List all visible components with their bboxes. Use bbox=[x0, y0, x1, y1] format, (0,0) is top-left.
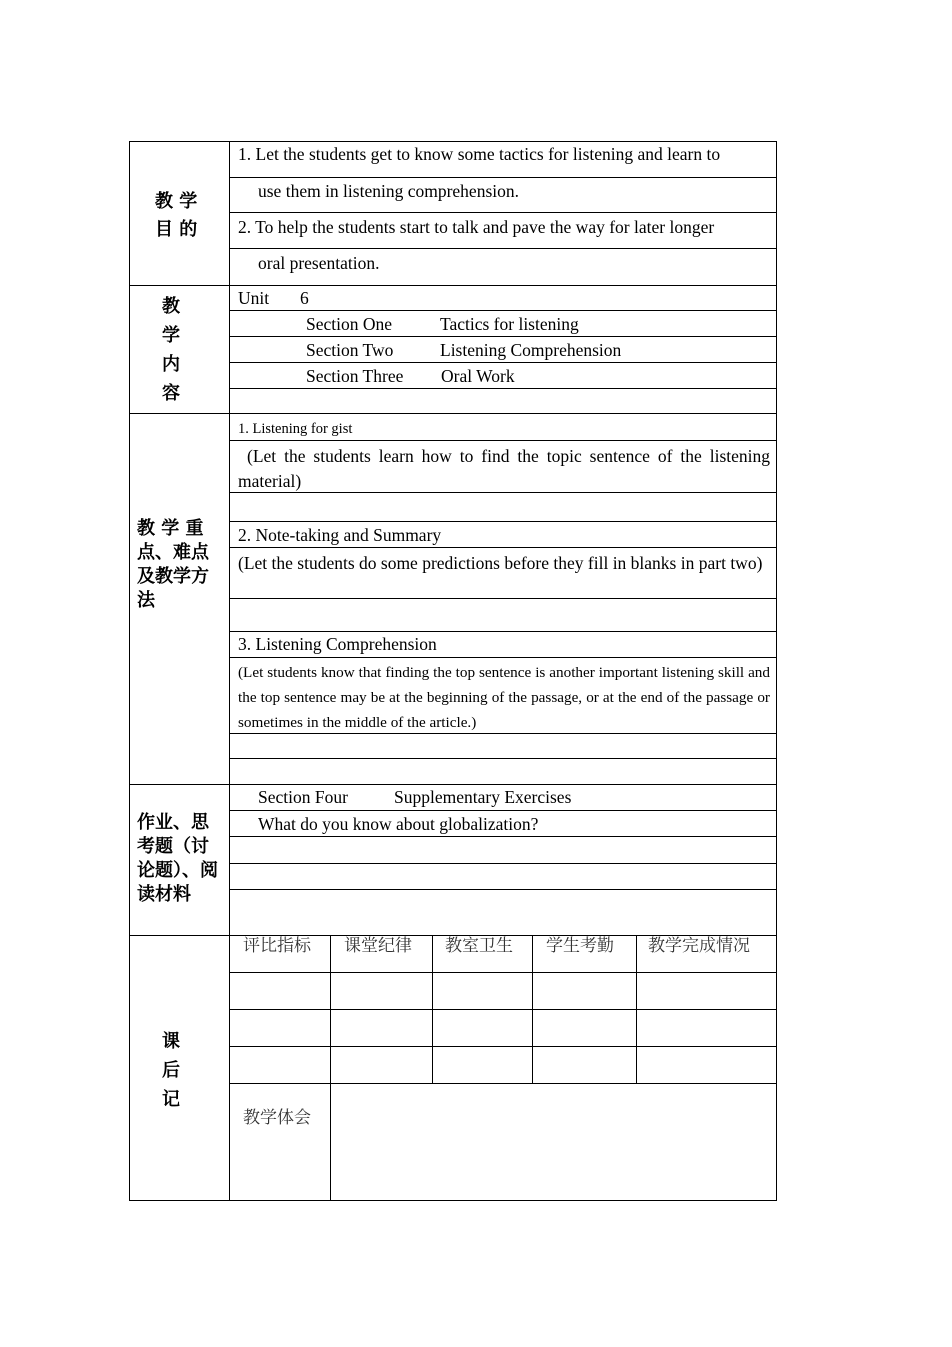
label-column-divider bbox=[229, 141, 230, 1201]
homework-section-topic: Supplementary Exercises bbox=[394, 787, 572, 807]
row-line bbox=[229, 336, 777, 337]
grid-line bbox=[229, 1046, 777, 1047]
unit-number: 6 bbox=[300, 288, 309, 308]
afterclass-label-char: 后 bbox=[162, 1060, 180, 1081]
afterclass-label-char: 记 bbox=[162, 1089, 180, 1110]
content-label bbox=[162, 292, 180, 408]
method-title: 3. Listening Comprehension bbox=[238, 634, 437, 654]
section-name: Section Two bbox=[306, 340, 394, 360]
unit-label: Unit bbox=[238, 288, 270, 308]
evaluation-header: 评比指标 bbox=[243, 936, 311, 956]
grid-line bbox=[432, 935, 433, 1083]
evaluation-header: 教室卫生 bbox=[445, 936, 513, 956]
row-line bbox=[229, 248, 777, 249]
row-line bbox=[229, 521, 777, 522]
method-title: 1. Listening for gist bbox=[238, 421, 353, 437]
homework-label-line: 考题（讨 bbox=[137, 836, 209, 857]
objective-line: 1. Let the students get to know some tactics for listening and learn to bbox=[238, 144, 721, 164]
section-divider bbox=[129, 413, 777, 414]
section-topic: Tactics for listening bbox=[440, 314, 579, 334]
grid-line bbox=[532, 935, 533, 1083]
row-line bbox=[229, 758, 777, 759]
section-name: Section Three bbox=[306, 366, 404, 386]
row-line bbox=[229, 310, 777, 311]
evaluation-header: 教学完成情况 bbox=[648, 936, 750, 956]
content-label-char: 教 bbox=[162, 296, 180, 317]
afterclass-label bbox=[162, 1027, 180, 1114]
methods-label-line: 及教学方 bbox=[137, 566, 209, 587]
evaluation-header: 学生考勤 bbox=[546, 936, 614, 956]
homework-question: What do you know about globalization? bbox=[258, 814, 539, 834]
homework-label-line: 论题）、阅 bbox=[137, 860, 218, 881]
section-name: Section One bbox=[306, 314, 393, 334]
row-line bbox=[229, 598, 777, 599]
row-line bbox=[229, 657, 777, 658]
grid-line bbox=[229, 972, 777, 973]
content-label-char: 内 bbox=[162, 354, 180, 375]
grid-line bbox=[330, 935, 331, 1201]
row-line bbox=[229, 388, 777, 389]
objective-line: use them in listening comprehension. bbox=[258, 181, 519, 201]
methods-label bbox=[137, 517, 209, 613]
objectives-label-line: 目 的 bbox=[155, 219, 198, 240]
homework-section: Section Four bbox=[258, 787, 348, 807]
homework-label-line: 读材料 bbox=[137, 884, 191, 905]
grid-line bbox=[229, 1083, 777, 1084]
objective-line: oral presentation. bbox=[258, 253, 380, 273]
row-line bbox=[229, 863, 777, 864]
method-title: 2. Note-taking and Summary bbox=[238, 525, 442, 545]
row-line bbox=[229, 212, 777, 213]
afterclass-label-char: 课 bbox=[162, 1031, 180, 1052]
row-line bbox=[229, 362, 777, 363]
row-line bbox=[229, 810, 777, 811]
objectives-label bbox=[155, 190, 197, 242]
objective-line: 2. To help the students start to talk and pave the way for later longer bbox=[238, 217, 715, 237]
methods-label-line: 法 bbox=[137, 590, 155, 611]
grid-line bbox=[229, 1009, 777, 1010]
evaluation-header: 课堂纪律 bbox=[344, 936, 412, 956]
row-line bbox=[229, 440, 777, 441]
section-topic: Oral Work bbox=[441, 366, 515, 386]
reflection-label: 教学体会 bbox=[243, 1108, 311, 1128]
row-line bbox=[229, 889, 777, 890]
content-label-char: 容 bbox=[162, 383, 180, 404]
row-line bbox=[229, 836, 777, 837]
section-divider bbox=[129, 784, 777, 785]
methods-label-line: 点、难点 bbox=[137, 542, 209, 563]
section-divider bbox=[129, 285, 777, 286]
grid-line bbox=[636, 935, 637, 1083]
homework-label bbox=[137, 811, 218, 907]
content-label-char: 学 bbox=[162, 325, 180, 346]
objectives-label-line: 教 学 bbox=[155, 191, 198, 212]
section-topic: Listening Comprehension bbox=[440, 340, 622, 360]
method-description: (Let the students do some predictions before they fill in blanks in part two) bbox=[238, 553, 763, 573]
method-description: (Let students know that finding the top sentence is another important listening skill and the top sentence may be at the beginning of the passage, or at the end of the passage or sometimes in the middle of the article.) bbox=[238, 664, 770, 731]
row-line bbox=[229, 631, 777, 632]
methods-label-line: 教 学 重 bbox=[137, 518, 204, 539]
row-line bbox=[229, 547, 777, 548]
method-description: (Let the students learn how to find the topic sentence of the listening material) bbox=[238, 446, 770, 491]
row-line bbox=[229, 177, 777, 178]
homework-label-line: 作业、思 bbox=[137, 812, 209, 833]
